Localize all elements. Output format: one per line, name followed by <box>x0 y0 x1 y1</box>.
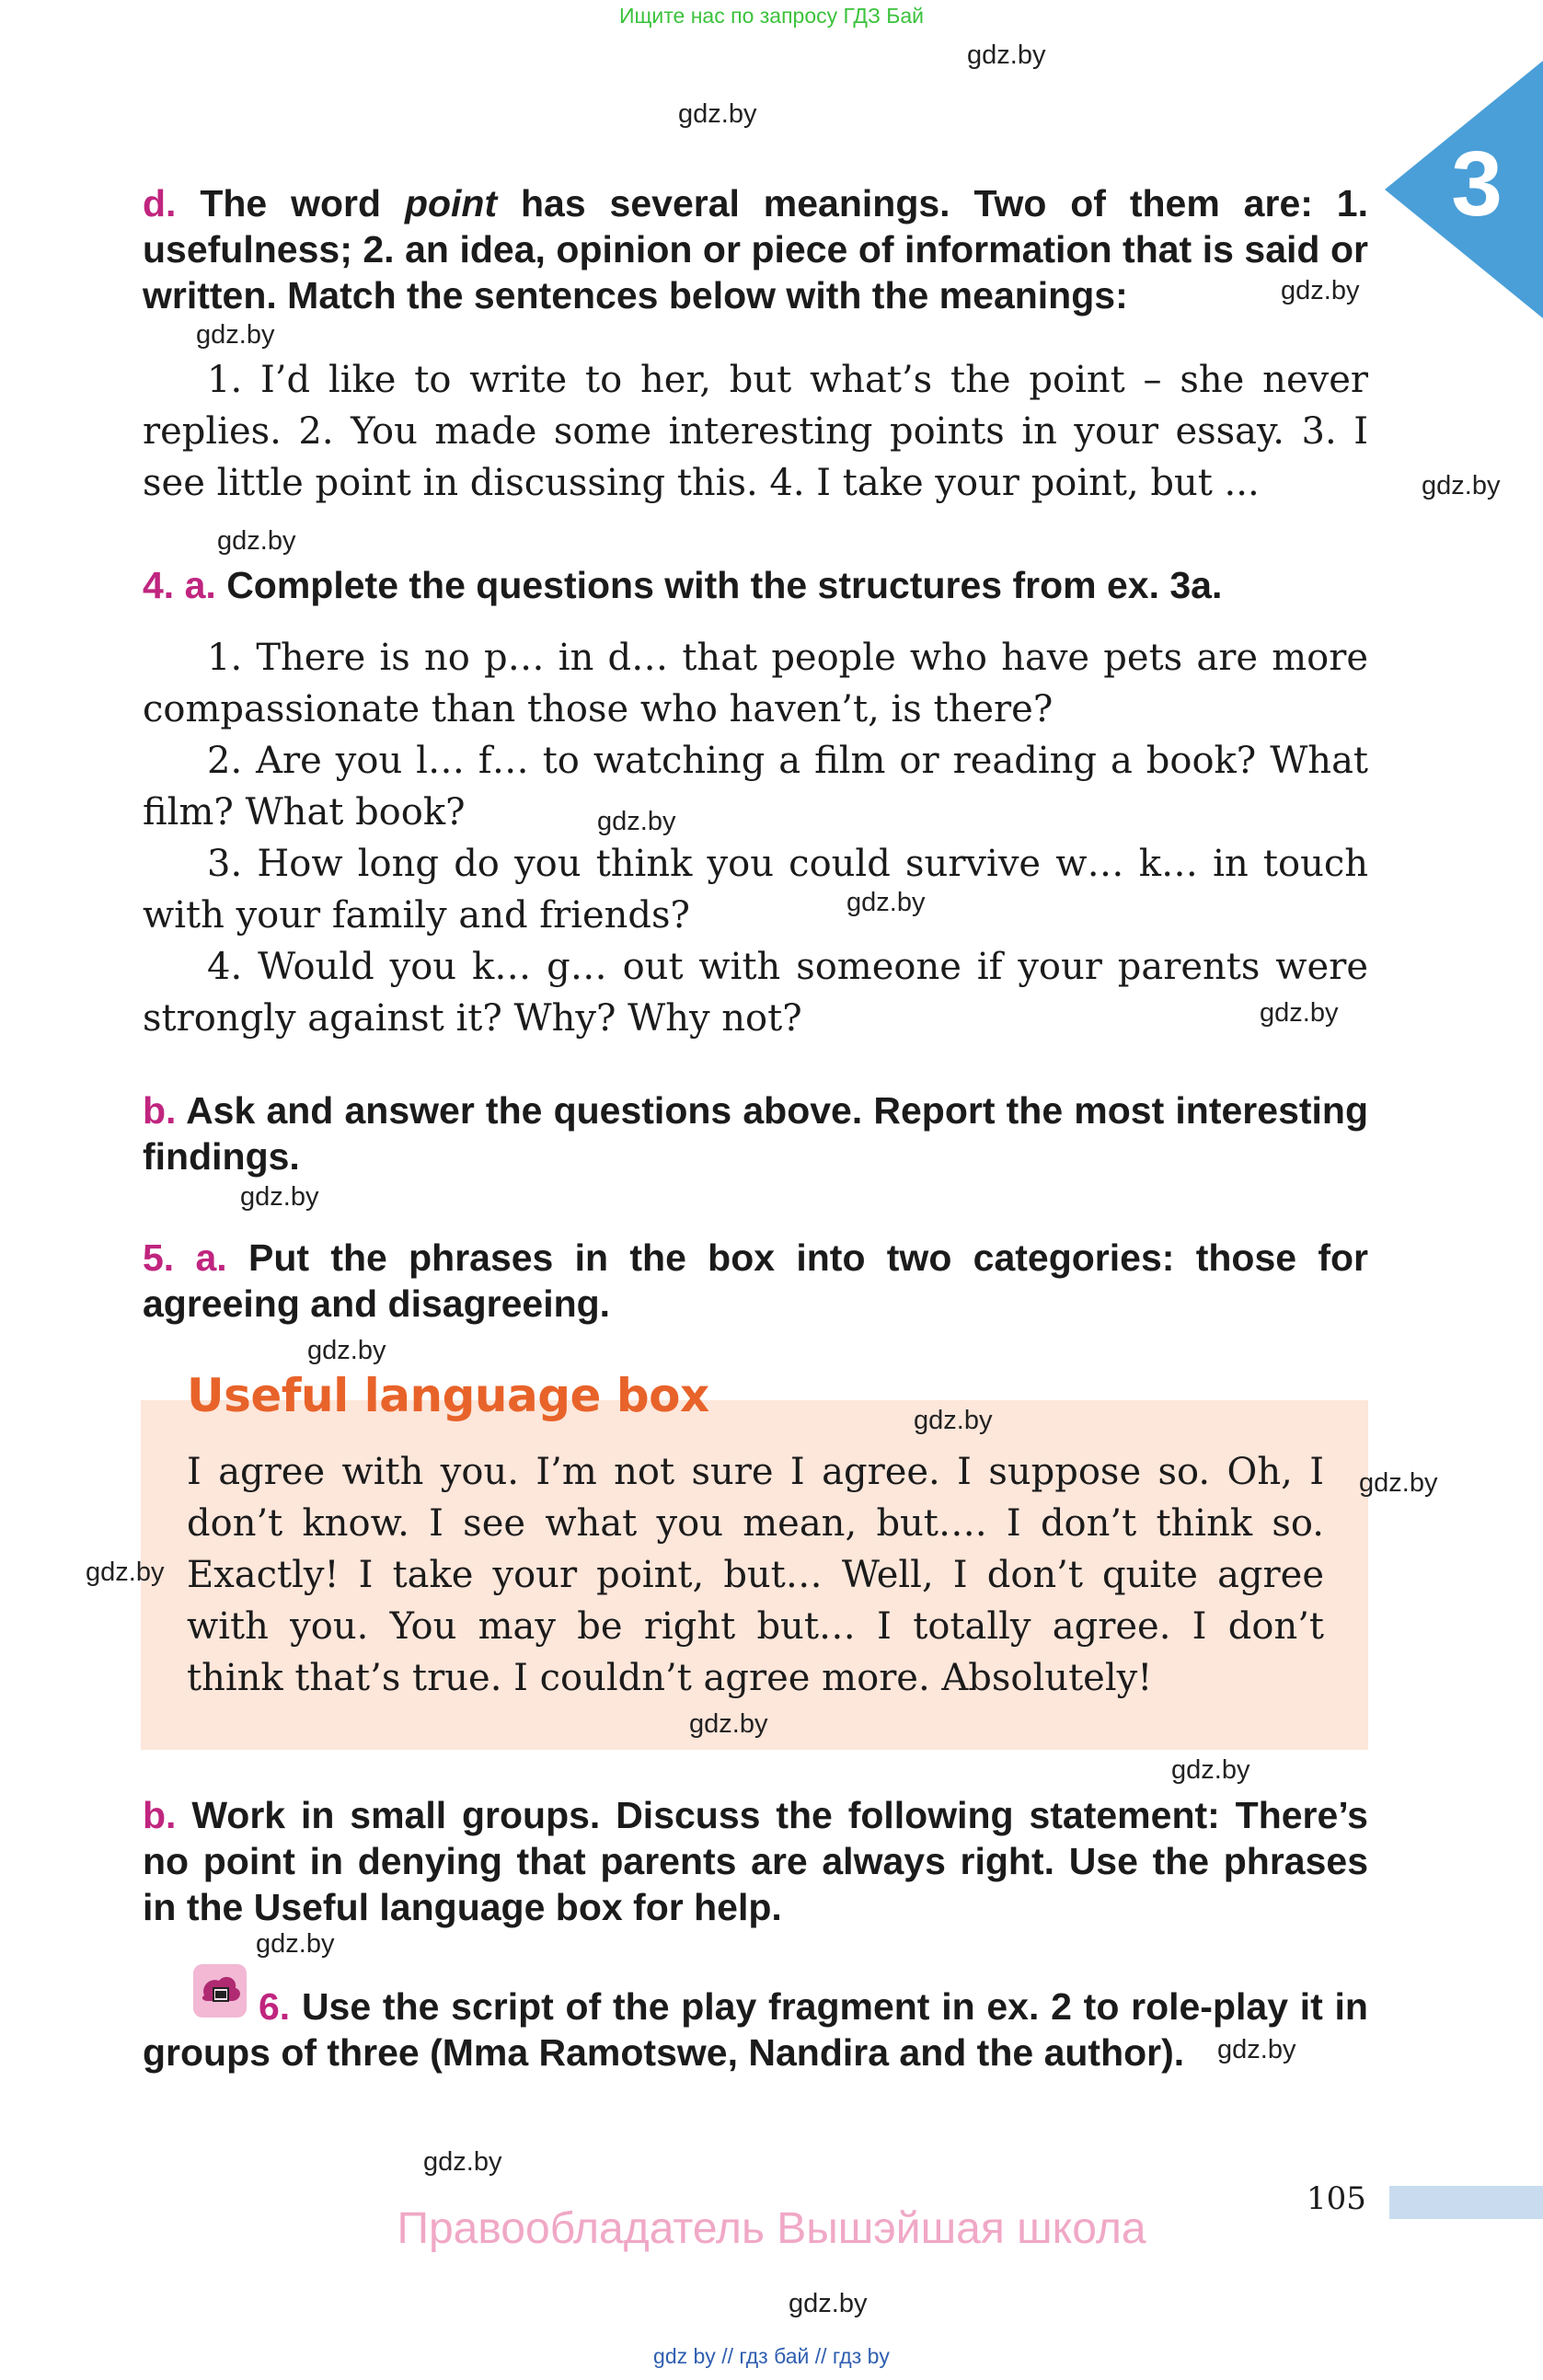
watermark: gdz.by <box>86 1558 165 1587</box>
watermark: gdz.by <box>789 2289 868 2318</box>
watermark: gdz.by <box>678 99 757 129</box>
watermark: gdz.by <box>689 1709 768 1739</box>
useful-box-title: Useful language box <box>187 1369 709 1422</box>
watermark: gdz.by <box>1359 1468 1438 1498</box>
chapter-tab <box>1385 61 1543 318</box>
question-item: 1. There is no p… in d… that people who have pets are more compassionate than those who haven’t, is there? <box>143 637 1368 730</box>
task-3d <box>143 180 1368 318</box>
watermark: gdz.by <box>846 888 926 917</box>
task-4a-questions <box>143 632 1368 1044</box>
task-text: Use the script of the play fragment in ex. 2 to role-play it in groups of three (Mma Ramotswe, Nandira and the author). <box>143 1985 1368 2074</box>
task-label: b. <box>143 1794 177 1836</box>
task-label: b. <box>143 1089 177 1132</box>
watermark: gdz.by <box>307 1336 386 1365</box>
watermark: gdz.by <box>1217 2035 1296 2064</box>
watermark: gdz.by <box>240 1182 319 1212</box>
task-label: 5. a. <box>143 1236 227 1279</box>
question-item: 2. Are you l… f… to watching a film or reading a book? What film? What book? <box>143 740 1368 834</box>
task-text: has several meanings. Two of them are: 1. usefulness; 2. an idea, opinion or piece of information that is said or written. Match the sentences below with the meanings: <box>143 182 1368 316</box>
watermark: gdz.by <box>1171 1755 1250 1785</box>
task-4b <box>143 1087 1368 1179</box>
watermark: gdz.by <box>196 320 275 350</box>
watermark: gdz.by <box>256 1929 335 1959</box>
watermark: gdz.by <box>423 2147 502 2177</box>
chapter-number: 3 <box>1451 132 1503 236</box>
watermark: gdz.by <box>967 40 1046 70</box>
copyright-notice: Правообладатель Вышэйшая школа <box>397 2204 1146 2253</box>
task-emphasis: point <box>404 182 498 224</box>
watermark: gdz.by <box>914 1406 993 1435</box>
task-5a <box>143 1235 1368 1327</box>
task-label: 4. a. <box>143 564 216 606</box>
task-text: Work in small groups. Discuss the following statement: There’s no point in denying that parents are always right. Use the phrases in the Useful language box for help. <box>143 1794 1368 1928</box>
task-5b <box>143 1792 1368 1930</box>
task-label: d. <box>143 182 177 224</box>
question-item: 3. How long do you think you could survive w… k… in touch with your family and friends? <box>143 843 1368 937</box>
task-text: Complete the questions with the structures from ex. 3a. <box>226 564 1223 606</box>
watermark: gdz.by <box>1422 471 1501 500</box>
useful-box-text: I agree with you. I’m not sure I agree. I suppose so. Oh, I don’t know. I see what you mean, but…. I don’t think so. Exactly! I take your point, but… Well, I don’t quite agree with you. You may be right but… I totally agree. I don’t think that’s true. I couldn’t agree more. Absolutely! <box>187 1451 1324 1699</box>
page-number: 105 <box>1307 2180 1366 2217</box>
sentence-paragraph: 1. I’d like to write to her, but what’s the point – she never replies. 2. You made some interesting points in your essay. 3. I see little point in discussing this. 4. I take your point, but ... <box>143 359 1368 504</box>
task-3d-sentences <box>143 354 1368 509</box>
task-text: Ask and answer the questions above. Report the most interesting findings. <box>143 1089 1368 1178</box>
task-text: The word <box>200 182 382 224</box>
watermark: gdz.by <box>1281 276 1360 305</box>
watermark: gdz.by <box>597 807 676 836</box>
top-banner[interactable]: Ищите нас по запросу ГДЗ Бай <box>618 4 925 28</box>
watermark: gdz.by <box>1260 998 1339 1028</box>
task-6 <box>143 1983 1368 2075</box>
watermark: gdz.by <box>217 526 296 556</box>
question-item: 4. Would you k… g… out with someone if your parents were strongly against it? Why? Why not? <box>143 946 1368 1040</box>
footer-links[interactable]: gdz by // гдз бай // гдз by <box>653 2344 890 2368</box>
task-text: Put the phrases in the box into two categories: those for agreeing and disagreeing. <box>143 1236 1368 1325</box>
task-4a <box>143 562 1368 608</box>
task-label: 6. <box>259 1985 291 2028</box>
